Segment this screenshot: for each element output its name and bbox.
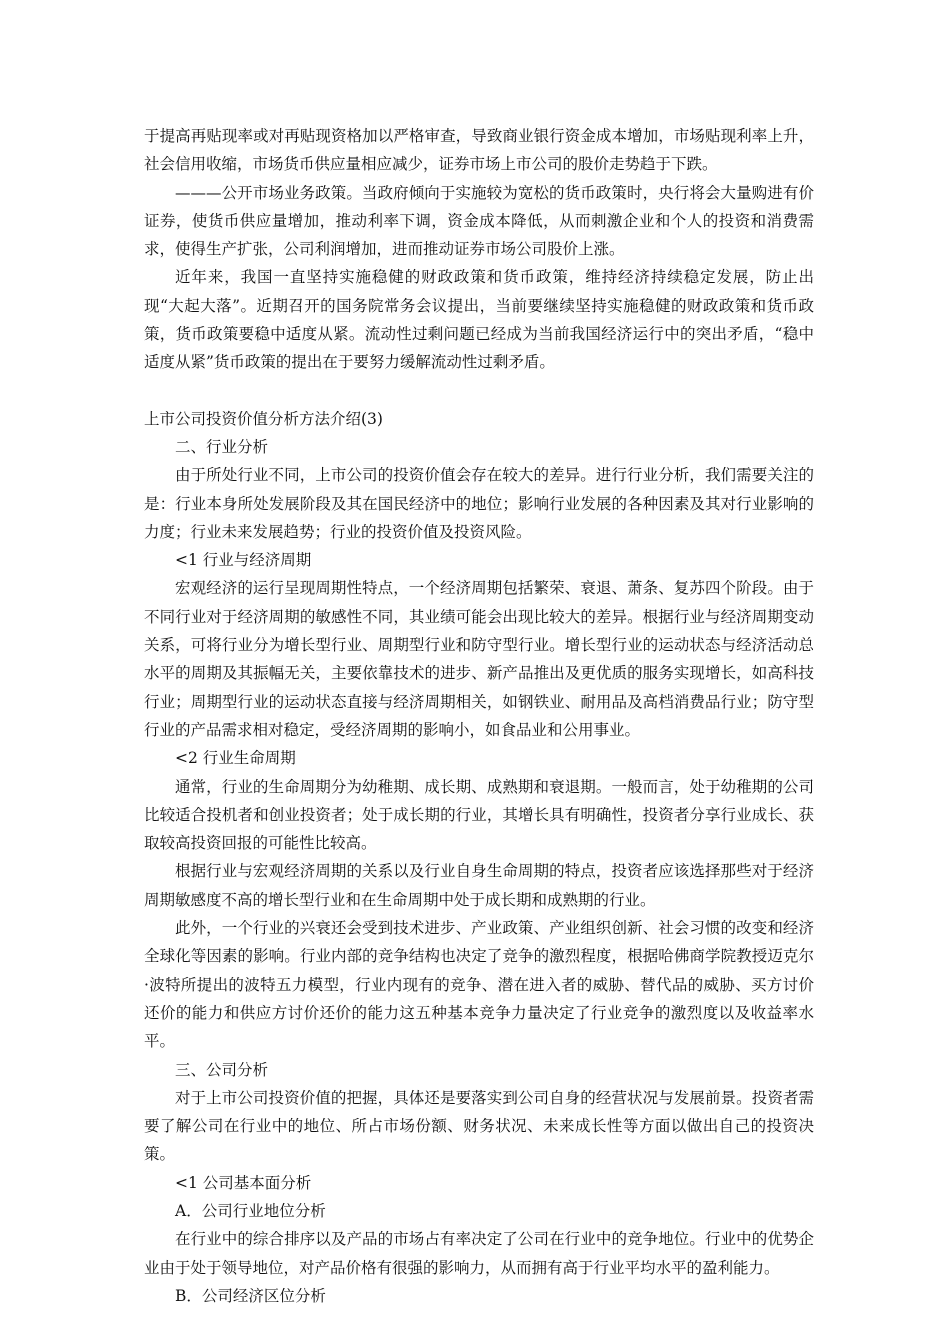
heading-fundamental-analysis: <1 公司基本面分析 — [175, 1173, 312, 1192]
paragraph-five-forces: 此外，一个行业的兴衰还会受到技术进步、产业政策、产业组织创新、社会习惯的改变和经济全球化等因素的影响。行业内部的竞争结构也决定了竞争的激烈程度，根据哈佛商学院教授迈克尔·波特所提出的波特五力模型，行业内现有的竞争、潜在进入者的威胁、替代品的威胁、买方讨价还价的能力和供应方讨价还价的能力这五种基本竞争力量决定了行业竞争的激烈度以及收益率水平。 — [144, 919, 814, 1051]
paragraph-industry-position: 在行业中的综合排序以及产品的市场占有率决定了公司在行业中的竞争地位。行业中的优势企业由于处于领导地位，对产品价格有很强的影响力，从而拥有高于行业平均水平的盈利能力。 — [144, 1230, 814, 1277]
section-gap — [144, 377, 814, 405]
paragraph-recent-policy: 近年来，我国一直坚持实施稳健的财政政策和货币政策，维持经济持续稳定发展，防止出现“大起大落”。近期召开的国务院常务会议提出，当前要继续坚持实施稳健的财政政策和货币政策，货币政策要稳中适度从紧。流动性过剩问题已经成为当前我国经济运行中的突出矛盾，“稳中适度从紧”货币政策的提出在于要努力缓解流动性过剩矛盾。 — [144, 268, 814, 372]
heading-company-analysis: 三、公司分析 — [175, 1060, 269, 1079]
paragraph-industry-choice: 根据行业与宏观经济周期的关系以及行业自身生命周期的特点，投资者应该选择那些对于经济周期敏感度不高的增长型行业和在生命周期中处于成长期和成熟期的行业。 — [144, 862, 814, 909]
heading-industry-position: A．公司行业地位分析 — [175, 1201, 326, 1220]
paragraph-economic-cycle: 宏观经济的运行呈现周期性特点，一个经济周期包括繁荣、衰退、萧条、复苏四个阶段。由于不同行业对于经济周期的敏感性不同，其业绩可能会出现比较大的差异。根据行业与经济周期变动关系，可将行业分为增长型行业、周期型行业和防守型行业。增长型行业的运动状态与经济活动总水平的周期及其振幅无关，主要依靠技术的进步、新产品推出及更优质的服务实现增长，如高科技行业；周期型行业的运动状态直接与经济周期相关，如钢铁业、耐用品及高档消费品行业；防守型行业的产品需求相对稳定，受经济周期的影响小，如食品业和公用事业。 — [144, 579, 814, 739]
paragraph-company-intro: 对于上市公司投资价值的把握，具体还是要落实到公司自身的经营状况与发展前景。投资者需要了解公司在行业中的地位、所占市场份额、财务状况、未来成长性等方面以做出自己的投资决策。 — [144, 1088, 814, 1164]
heading-industry-analysis: 二、行业分析 — [175, 437, 269, 456]
paragraph-rediscount-continued: 于提高再贴现率或对再贴现资格加以严格审查，导致商业银行资金成本增加，市场贴现利率上升，社会信用收缩，市场货币供应量相应减少，证券市场上市公司的股价走势趋于下跌。 — [144, 127, 814, 174]
paragraph-open-market-policy: ———公开市场业务政策。当政府倾向于实施较为宽松的货币政策时，央行将会大量购进有价证券，使货币供应量增加，推动利率下调，资金成本降低，从而刺激企业和个人的投资和消费需求，使得生产扩张，公司利润增加，进而推动证券市场公司股价上涨。 — [144, 183, 814, 259]
paragraph-life-cycle: 通常，行业的生命周期分为幼稚期、成长期、成熟期和衰退期。一般而言，处于幼稚期的公司比较适合投机者和创业投资者；处于成长期的行业，其增长具有明确性，投资者分享行业成长、获取较高投资回报的可能性比较高。 — [144, 777, 814, 853]
heading-industry-life-cycle: <2 行业生命周期 — [175, 749, 296, 768]
article-title: 上市公司投资价值分析方法介绍(3) — [144, 409, 383, 428]
heading-economic-region: B．公司经济区位分析 — [175, 1286, 326, 1305]
paragraph-industry-intro: 由于所处行业不同，上市公司的投资价值会存在较大的差异。进行行业分析，我们需要关注的是：行业本身所处发展阶段及其在国民经济中的地位；影响行业发展的各种因素及其对行业影响的力度；行业未来发展趋势；行业的投资价值及投资风险。 — [144, 466, 814, 541]
document-page — [144, 122, 814, 1310]
heading-industry-economic-cycle: <1 行业与经济周期 — [175, 551, 312, 570]
